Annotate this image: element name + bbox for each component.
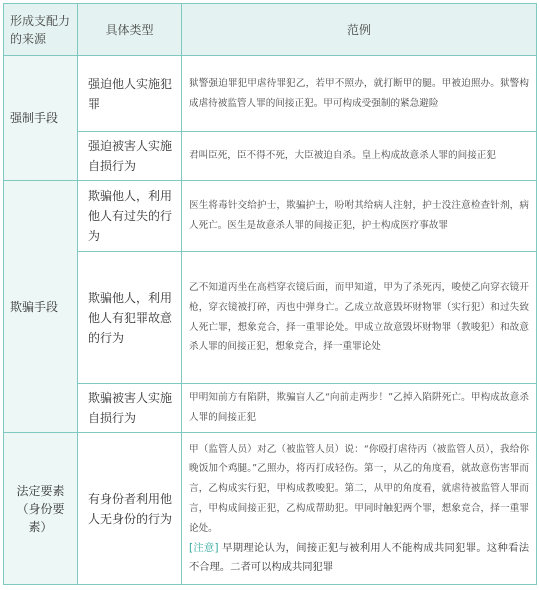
example-cell <box>182 433 537 585</box>
table-row <box>4 252 537 384</box>
type-cell: 强迫被害人实施自损行为 <box>78 132 182 181</box>
type-cell: 强迫他人实施犯罪 <box>78 56 182 132</box>
indirect-principal-table <box>3 3 537 585</box>
type-cell: 欺骗他人，利用他人有过失的行为 <box>78 181 182 252</box>
source-legal-element: 法定要素（身份要素） <box>4 433 78 585</box>
header-example: 范例 <box>182 4 537 56</box>
type-cell: 欺骗被害人实施自损行为 <box>78 384 182 433</box>
header-type: 具体类型 <box>78 4 182 56</box>
type-cell: 有身份者利用他人无身份的行为 <box>78 433 182 585</box>
example-cell: 医生将毒针交给护士，欺骗护士，吩咐其给病人注射，护士没注意检查针剂，病人死亡。医生是故意杀人罪的间接正犯，护士构成医疗事故罪 <box>182 181 537 252</box>
source-deception: 欺骗手段 <box>4 181 78 433</box>
table-header-row <box>4 4 537 56</box>
example-cell: 甲明知前方有陷阱，欺骗盲人乙“向前走两步！”乙掉入陷阱死亡。甲构成故意杀人罪的间接正犯 <box>182 384 537 433</box>
example-cell: 乙不知道丙坐在高档穿衣镜后面，而甲知道，甲为了杀死丙，唆使乙向穿衣镜开枪，穿衣镜被打碎，丙也中弹身亡。乙成立故意毁坏财物罪（实行犯）和过失致人死亡罪，想象竞合，择一重罪论处。甲成立故意毁坏财物罪（教唆犯）和故意杀人罪的间接正犯，想象竞合，择一重罪论处 <box>182 252 537 384</box>
example-cell: 君叫臣死，臣不得不死，大臣被迫自杀。皇上构成故意杀人罪的间接正犯 <box>182 132 537 181</box>
table-row <box>4 132 537 181</box>
header-source: 形成支配力的来源 <box>4 4 78 56</box>
table-row <box>4 56 537 132</box>
note-text: 早期理论认为，间接正犯与被利用人不能构成共同犯罪。这种看法不合理。二者可以构成共同犯罪 <box>189 542 530 574</box>
note-block <box>189 539 529 577</box>
note-tag: [注意] <box>189 542 219 555</box>
table-row <box>4 433 537 585</box>
table-row <box>4 181 537 252</box>
type-cell: 欺骗他人，利用他人有犯罪故意的行为 <box>78 252 182 384</box>
source-coercion: 强制手段 <box>4 56 78 181</box>
example-cell: 狱警强迫罪犯甲虐待罪犯乙，若甲不照办，就打断甲的腿。甲被迫照办。狱警构成虐待被监管人罪的间接正犯。甲可构成受强制的紧急避险 <box>182 56 537 132</box>
table-row <box>4 384 537 433</box>
example-text: 甲（监管人员）对乙（被监管人员）说：“你殴打虐待丙（被监管人员），我给你晚饭加个鸡腿。”乙照办，将丙打成轻伤。第一，从乙的角度看，就故意伤害罪而言，乙构成实行犯，甲构成教唆犯。第二，从甲的角度看，就虐待被监管人罪而言，甲构成间接正犯，乙构成帮助犯。甲同时触犯两个罪，想象竞合，择一重罪论处。 <box>189 443 529 534</box>
